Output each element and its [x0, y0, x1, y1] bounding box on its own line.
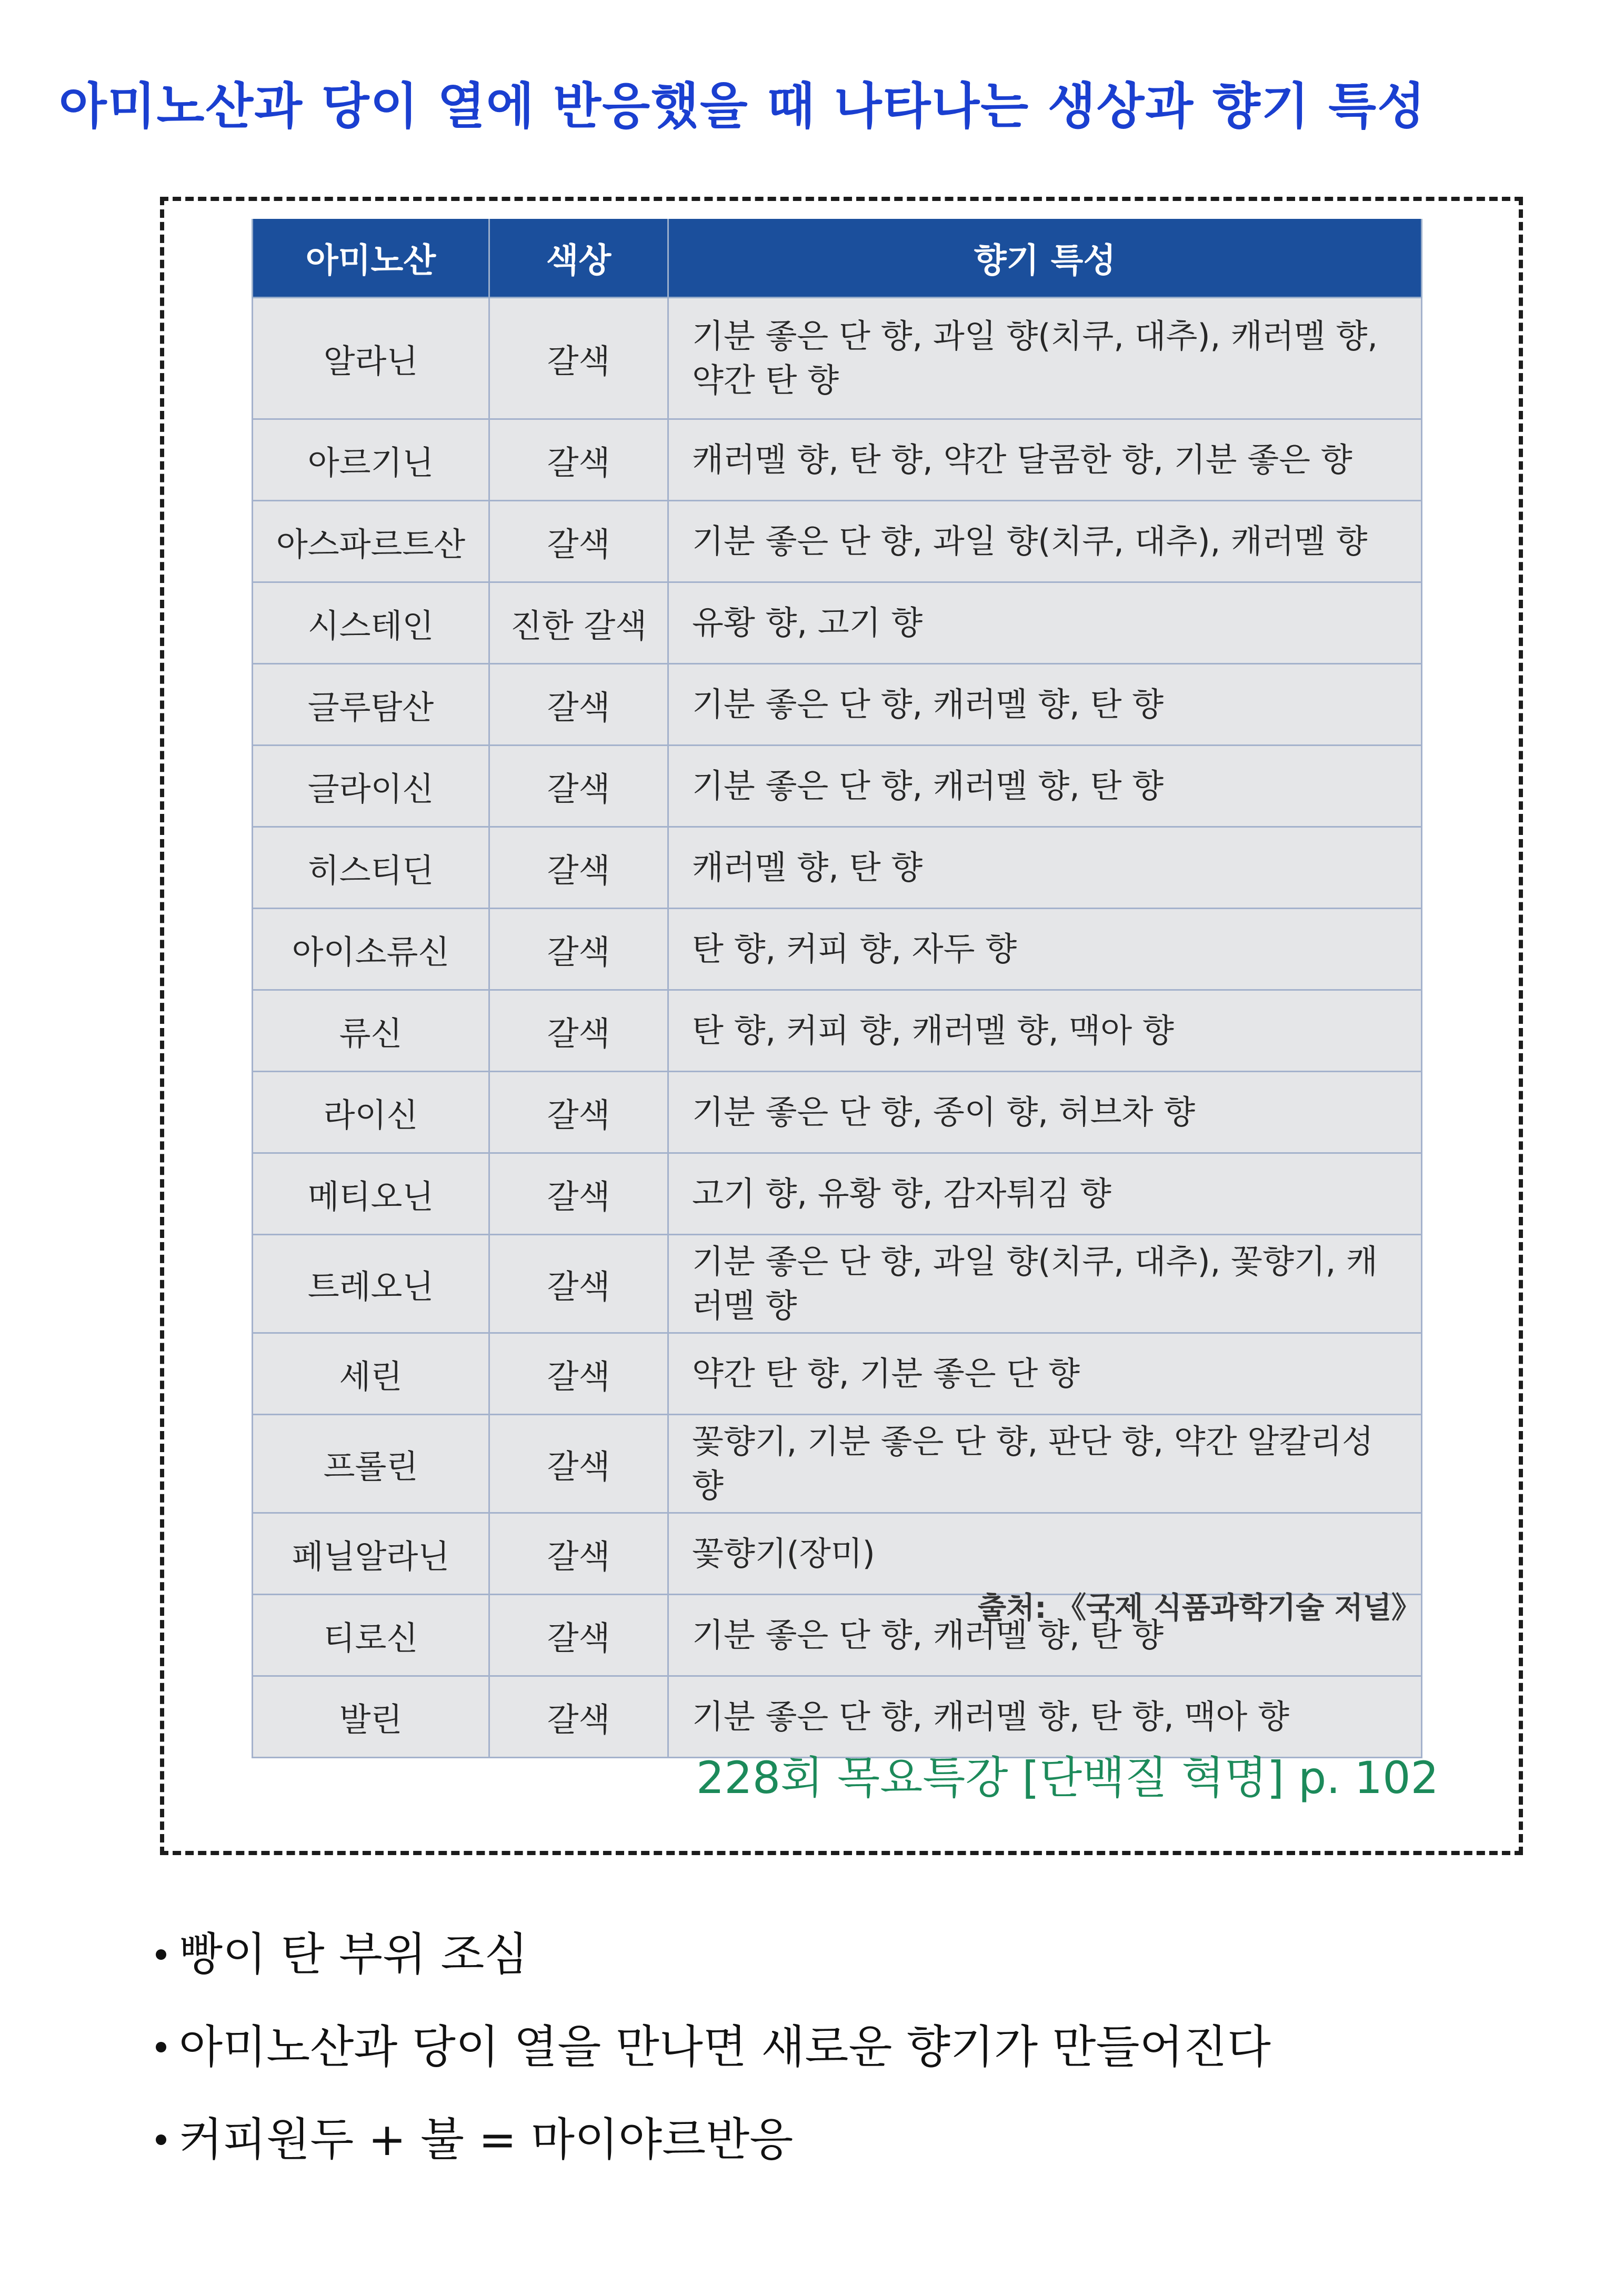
aroma-cell: 탄 향, 커피 향, 자두 향 [668, 909, 1422, 990]
amino-acid-cell: 글루탐산 [253, 664, 489, 746]
table-row [253, 1072, 1422, 1153]
color-cell: 갈색 [489, 1072, 668, 1153]
aroma-cell: 기분 좋은 단 향, 캐러멜 향, 탄 향, 맥아 향 [668, 1676, 1422, 1758]
color-cell: 갈색 [489, 827, 668, 909]
amino-acid-cell: 류신 [253, 990, 489, 1072]
amino-acid-cell: 아이소류신 [253, 909, 489, 990]
amino-acid-table [252, 219, 1422, 1758]
table-row [253, 419, 1422, 501]
color-cell: 갈색 [489, 1235, 668, 1333]
amino-acid-cell: 시스테인 [253, 582, 489, 664]
aroma-cell: 꽃향기, 기분 좋은 단 향, 판단 향, 약간 알칼리성 향 [668, 1415, 1422, 1513]
amino-acid-cell: 아스파르트산 [253, 501, 489, 582]
color-cell: 진한 갈색 [489, 582, 668, 664]
bullet-text: 커피원두 + 불 = 마이야르반응 [179, 2113, 794, 2166]
amino-acid-cell: 트레오닌 [253, 1235, 489, 1333]
aroma-cell: 기분 좋은 단 향, 캐러멜 향, 탄 향 [668, 664, 1422, 746]
bullet-text: 아미노산과 당이 열을 만나면 새로운 향기가 만들어진다 [179, 2021, 1271, 2073]
color-cell: 갈색 [489, 1595, 668, 1676]
color-cell: 갈색 [489, 1415, 668, 1513]
aroma-cell: 약간 탄 향, 기분 좋은 단 향 [668, 1333, 1422, 1415]
amino-acid-table-container [252, 219, 1421, 1758]
amino-acid-cell: 프롤린 [253, 1415, 489, 1513]
table-row [253, 1153, 1422, 1235]
color-cell: 갈색 [489, 1676, 668, 1758]
amino-acid-cell: 티로신 [253, 1595, 489, 1676]
amino-acid-cell: 히스티딘 [253, 827, 489, 909]
amino-acid-cell: 발린 [253, 1676, 489, 1758]
table-body [253, 298, 1422, 1758]
header-amino-acid: 아미노산 [253, 219, 489, 298]
amino-acid-cell: 메티오닌 [253, 1153, 489, 1235]
color-cell: 갈색 [489, 664, 668, 746]
table-row [253, 990, 1422, 1072]
amino-acid-cell: 라이신 [253, 1072, 489, 1153]
amino-acid-cell: 알라닌 [253, 298, 489, 419]
bullet-item [156, 1926, 1577, 2018]
bullet-dot-icon [156, 2042, 166, 2052]
aroma-cell: 캐러멜 향, 탄 향 [668, 827, 1422, 909]
aroma-cell: 기분 좋은 단 향, 과일 향(치쿠, 대추), 캐러멜 향, 약간 탄 향 [668, 298, 1422, 419]
bullet-dot-icon [156, 2134, 166, 2145]
color-cell: 갈색 [489, 1333, 668, 1415]
aroma-cell: 기분 좋은 단 향, 캐러멜 향, 탄 향 [668, 1595, 1422, 1676]
bullet-item [156, 2018, 1577, 2111]
aroma-cell: 탄 향, 커피 향, 캐러멜 향, 맥아 향 [668, 990, 1422, 1072]
table-row [253, 1415, 1422, 1513]
table-row [253, 582, 1422, 664]
source-citation: 출처: 《국제 식품과학기술 저널》 [977, 1591, 1421, 1625]
table-row [253, 1513, 1422, 1595]
aroma-cell: 고기 향, 유황 향, 감자튀김 향 [668, 1153, 1422, 1235]
aroma-cell: 유황 향, 고기 향 [668, 582, 1422, 664]
table-row [253, 909, 1422, 990]
aroma-cell: 기분 좋은 단 향, 과일 향(치쿠, 대추), 꽃향기, 캐러멜 향 [668, 1235, 1422, 1333]
color-cell: 갈색 [489, 746, 668, 827]
page-title: 아미노산과 당이 열에 반응했을 때 나타나는 생상과 향기 특성 [59, 78, 1426, 135]
table-row [253, 664, 1422, 746]
table-header-row [253, 219, 1422, 298]
amino-acid-cell: 세린 [253, 1333, 489, 1415]
color-cell: 갈색 [489, 298, 668, 419]
color-cell: 갈색 [489, 419, 668, 501]
color-cell: 갈색 [489, 1153, 668, 1235]
table-row [253, 298, 1422, 419]
color-cell: 갈색 [489, 1513, 668, 1595]
table-row [253, 501, 1422, 582]
table-row [253, 827, 1422, 909]
amino-acid-cell: 글라이신 [253, 746, 489, 827]
header-color: 색상 [489, 219, 668, 298]
color-cell: 갈색 [489, 501, 668, 582]
header-aroma: 향기 특성 [668, 219, 1422, 298]
bullet-list [156, 1926, 1577, 2203]
table-row [253, 1235, 1422, 1333]
table-row [253, 746, 1422, 827]
bullet-dot-icon [156, 1949, 166, 1960]
bullet-item [156, 2111, 1577, 2203]
amino-acid-cell: 아르기닌 [253, 419, 489, 501]
aroma-cell: 기분 좋은 단 향, 종이 향, 허브차 향 [668, 1072, 1422, 1153]
color-cell: 갈색 [489, 990, 668, 1072]
aroma-cell: 캐러멜 향, 탄 향, 약간 달콤한 향, 기분 좋은 향 [668, 419, 1422, 501]
amino-acid-cell: 페닐알라닌 [253, 1513, 489, 1595]
color-cell: 갈색 [489, 909, 668, 990]
aroma-cell: 꽃향기(장미) [668, 1513, 1422, 1595]
aroma-cell: 기분 좋은 단 향, 과일 향(치쿠, 대추), 캐러멜 향 [668, 501, 1422, 582]
lecture-reference: 228회 목요특강 [단백질 혁명] p. 102 [696, 1752, 1439, 1804]
bullet-text: 빵이 탄 부위 조심 [179, 1928, 528, 1981]
aroma-cell: 기분 좋은 단 향, 캐러멜 향, 탄 향 [668, 746, 1422, 827]
table-row [253, 1333, 1422, 1415]
